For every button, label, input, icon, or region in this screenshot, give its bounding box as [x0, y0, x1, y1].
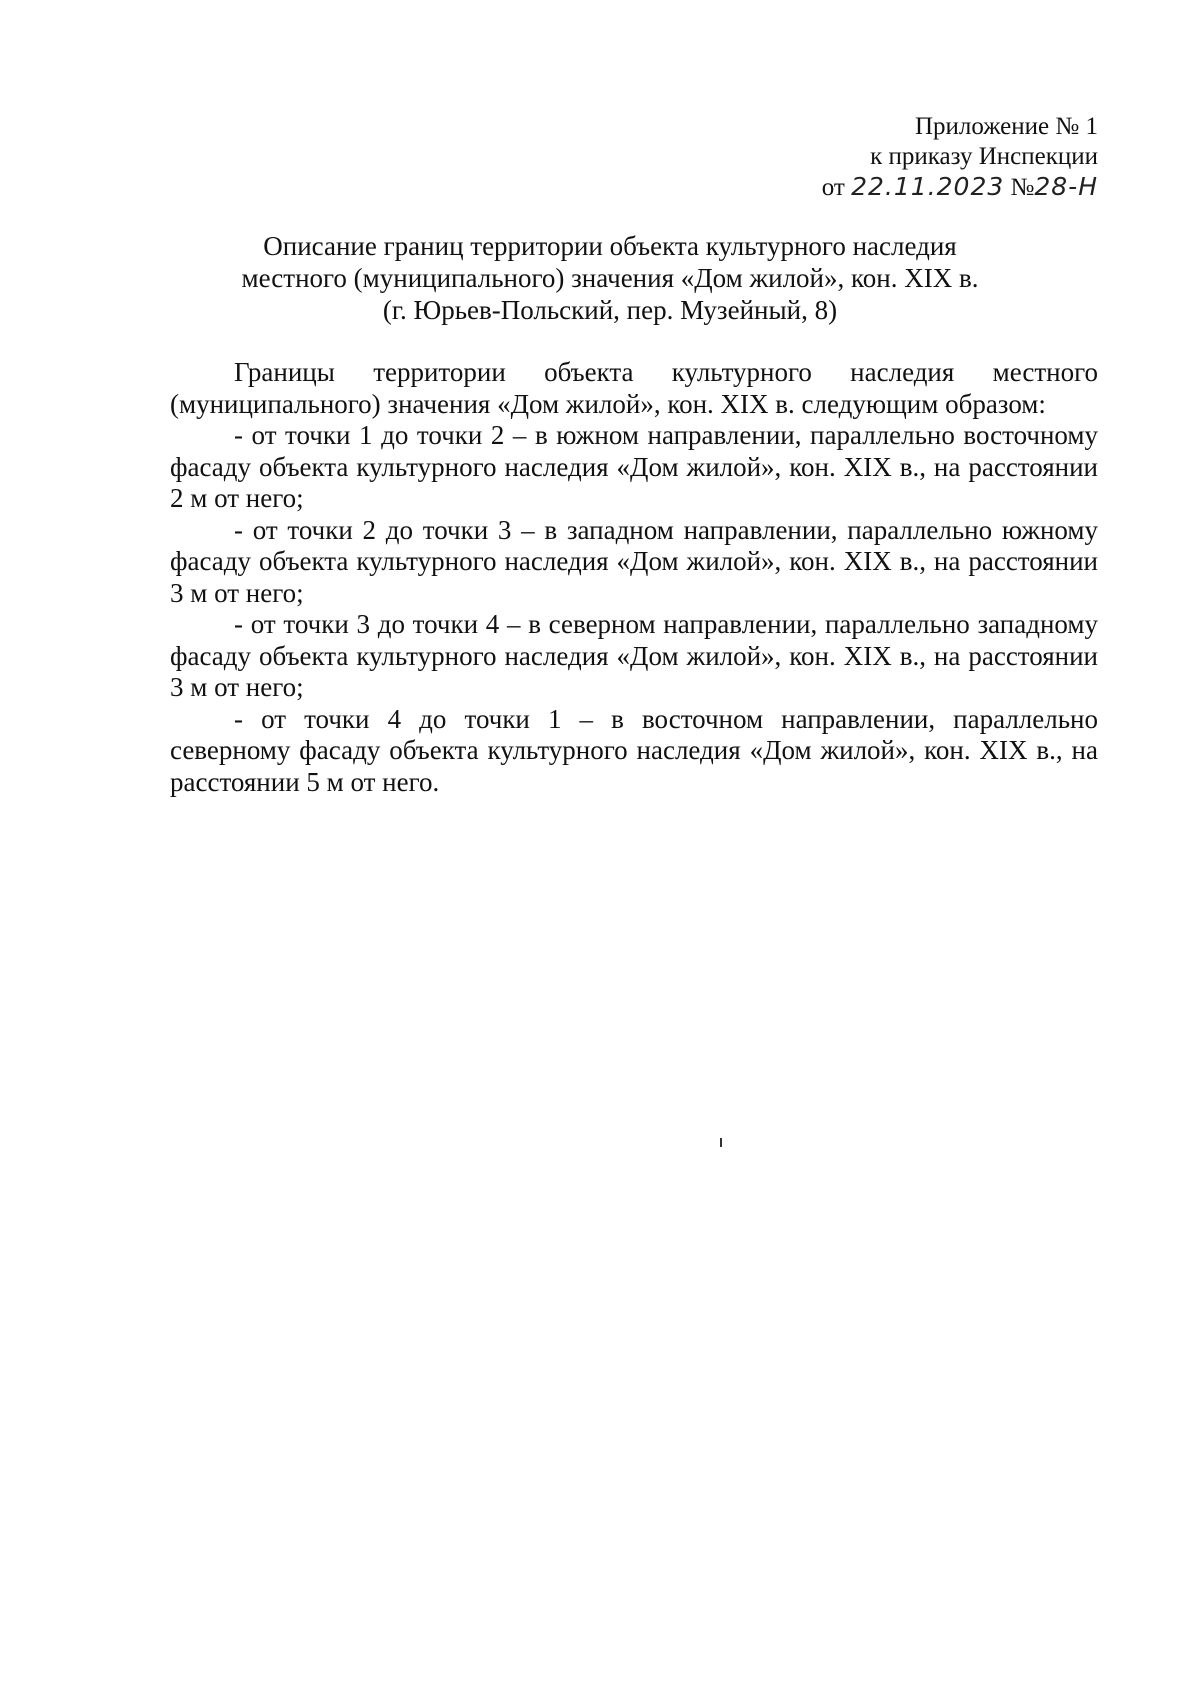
title-line: местного (муниципального) значения «Дом жилой», кон. XIX в.	[241, 263, 979, 293]
date-prefix: от	[821, 174, 845, 201]
appendix-date-line	[778, 172, 1098, 203]
boundary-segment-1-2: - от точки 1 до точки 2 – в южном направлении, параллельно восточному фасаду объекта культурного наследия «Дом жилой», кон. XIX в., на расстоянии 2 м от него;	[170, 420, 1098, 513]
handwritten-date: 22.11.2023	[851, 172, 1005, 201]
handwritten-number: 28-Н	[1034, 172, 1098, 201]
scan-mark	[720, 1138, 722, 1147]
boundary-segment-3-4: - от точки 3 до точки 4 – в северном направлении, параллельно западному фасаду объекта культурного наследия «Дом жилой», кон. XIX в., на расстоянии 3 м от него;	[170, 609, 1098, 702]
appendix-order-reference: к приказу Инспекции	[870, 143, 1098, 170]
boundary-segment-4-1: - от точки 4 до точки 1 – в восточном направлении, параллельно северному фасаду объекта культурного наследия «Дом жилой», кон. XIX в., на расстоянии 5 м от него.	[170, 703, 1098, 797]
intro-paragraph: Границы территории объекта культурного наследия местного (муниципального) значения «Дом жилой», кон. XIX в. следующим образом:	[170, 357, 1098, 419]
appendix-number: Приложение № 1	[914, 113, 1098, 140]
document-body	[170, 357, 1098, 798]
boundary-segment-2-3: - от точки 2 до точки 3 – в западном направлении, параллельно южному фасаду объекта культурного наследия «Дом жилой», кон. XIX в., на расстоянии 3 м от него;	[170, 514, 1098, 608]
document-title	[170, 230, 1050, 326]
appendix-header	[778, 112, 1098, 203]
title-line: Описание границ территории объекта культурного наследия	[263, 231, 957, 261]
title-address: (г. Юрьев-Польский, пер. Музейный, 8)	[382, 295, 838, 325]
number-prefix: №	[1010, 174, 1035, 201]
